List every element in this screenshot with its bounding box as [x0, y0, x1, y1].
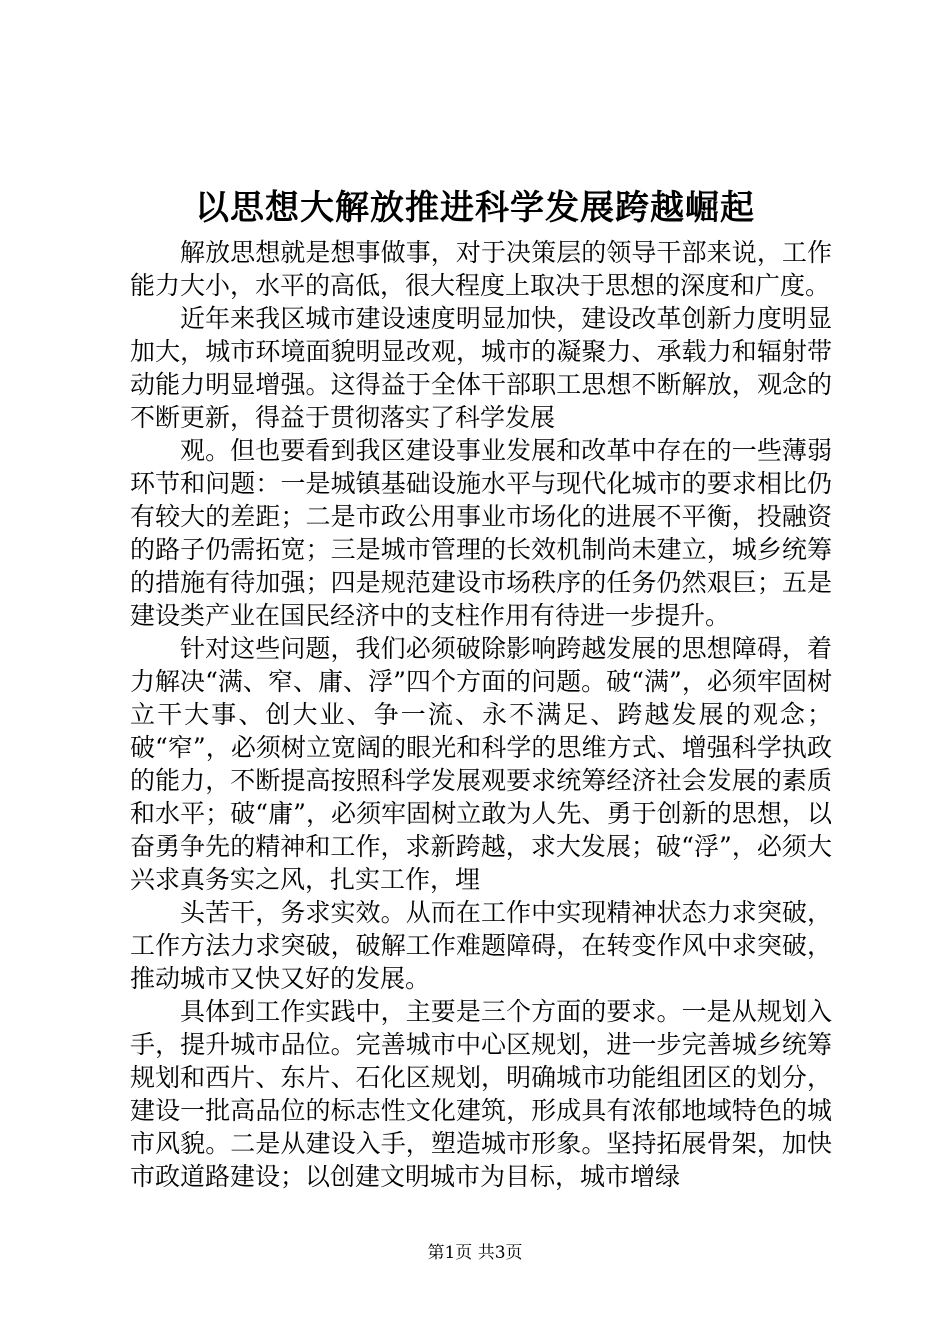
paragraph-3: 观。但也要看到我区建设事业发展和改革中存在的一些薄弱环节和问题：一是城镇基础设施水平与现代化城市的要求相比仍有较大的差距；二是市政公用事业市场化的进展不平衡，投融资的路子仍需拓宽；三是城市管理的长效机制尚未建立，城乡统筹的措施有待加强；四是规范建设市场秩序的任务仍然艰巨；五是建设类产业在国民经济中的支柱作用有待进一步提升。: [130, 436, 832, 630]
paragraph-1: 解放思想就是想事做事，对于决策层的领导干部来说，工作能力大小，水平的高低，很大程度上取决于思想的深度和广度。: [130, 238, 832, 300]
paragraph-4: 针对这些问题，我们必须破除影响跨越发展的思想障碍，着力解决“满、窄、庸、浮”四个方面的问题。破“满”，必须牢固树立干大事、创大业、争一流、永不满足、跨越发展的观念；破“窄”，必须树立宽阔的眼光和科学的思维方式、增强科学执政的能力，不断提高按照科学发展观要求统筹经济社会发展的素质和水平；破“庸”，必须牢固树立敢为人先、勇于创新的思想，以奋勇争先的精神和工作，求新跨越，求大发展；破“浮”，必须大兴求真务实之风，扎实工作，埋: [130, 634, 832, 894]
document-body: [130, 236, 832, 1193]
paragraph-2: 近年来我区城市建设速度明显加快，建设改革创新力度明显加大，城市环境面貌明显改观，城市的凝聚力、承载力和辐射带动能力明显增强。这得益于全体干部职工思想不断解放，观念的不断更新，得益于贯彻落实了科学发展: [130, 304, 832, 432]
page-number-footer: 第1页 共3页: [427, 1243, 523, 1263]
page-title: 以思想大解放推进科学发展跨越崛起: [195, 188, 755, 228]
paragraph-5: 头苦干，务求实效。从而在工作中实现精神状态力求突破，工作方法力求突破，破解工作难题障碍，在转变作风中求突破，推动城市又快又好的发展。: [130, 898, 832, 993]
paragraph-6: 具体到工作实践中，主要是三个方面的要求。一是从规划入手，提升城市品位。完善城市中心区规划，进一步完善城乡统筹规划和西片、东片、石化区规划，明确城市功能组团区的划分，建设一批高品位的标志性文化建筑，形成具有浓郁地域特色的城市风貌。二是从建设入手，塑造城市形象。坚持拓展骨架，加快市政道路建设；以创建文明城市为目标，城市增绿: [130, 997, 832, 1191]
